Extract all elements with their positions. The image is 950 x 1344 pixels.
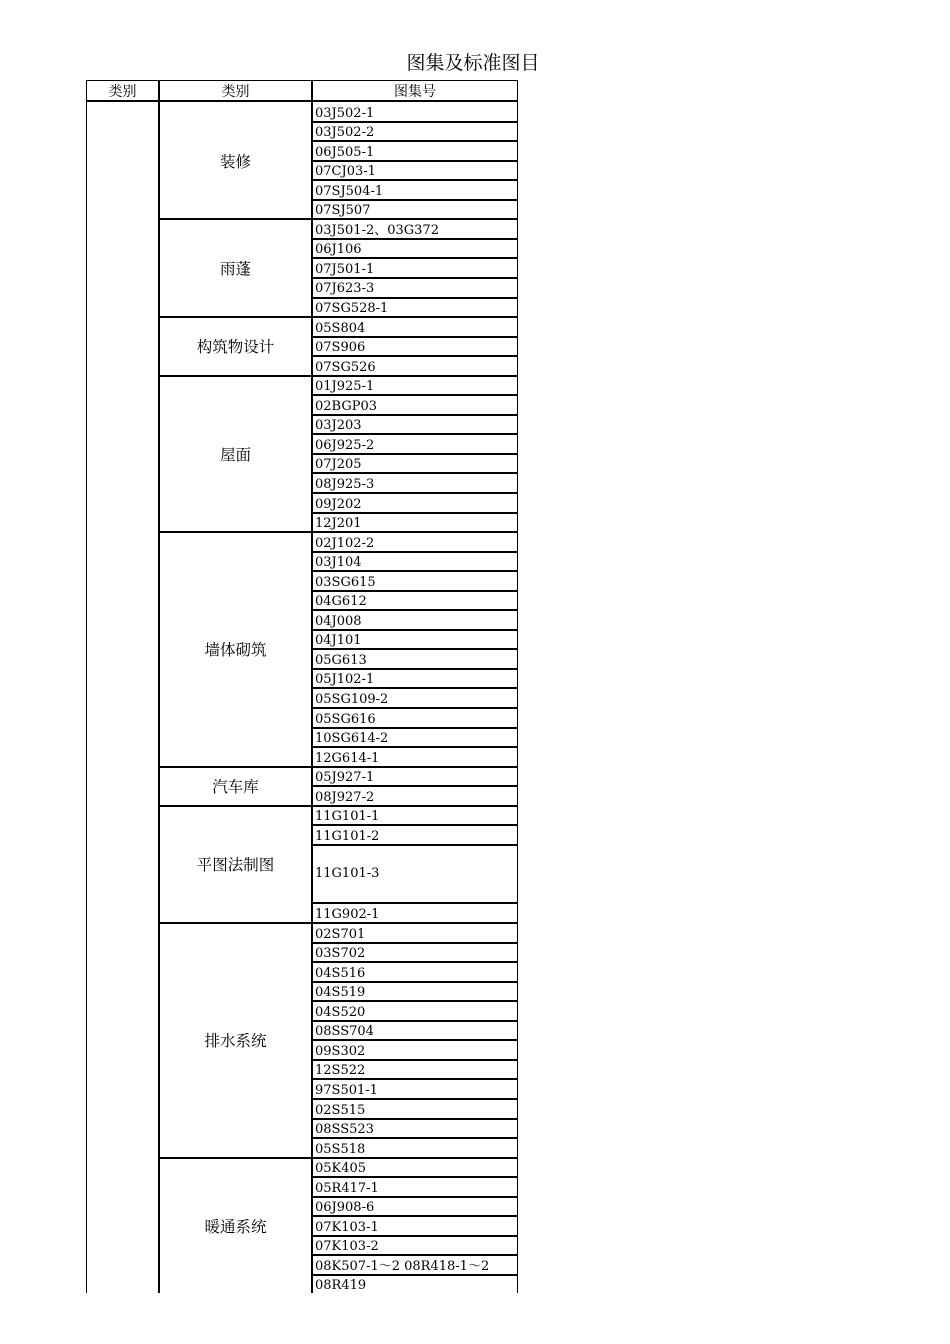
atlas-code-cell: 06J505-1 xyxy=(315,144,375,160)
atlas-code-cell: 08R419 xyxy=(315,1278,367,1294)
category-cell: 装修 xyxy=(219,152,251,171)
atlas-code-cell: 07J623-3 xyxy=(315,281,375,297)
atlas-code-cell: 11G101-3 xyxy=(315,865,380,881)
atlas-code-cell: 12S522 xyxy=(315,1063,366,1079)
atlas-code-cell: 04G612 xyxy=(315,594,367,610)
atlas-code-cell: 05J927-1 xyxy=(315,770,375,786)
atlas-code-cell: 05S518 xyxy=(315,1141,366,1157)
atlas-code-cell: 04S520 xyxy=(315,1004,366,1020)
header-code-col: 图集号 xyxy=(394,84,436,100)
atlas-code-cell: 07J205 xyxy=(315,457,362,473)
atlas-code-cell: 05SG109-2 xyxy=(315,692,389,708)
header-category-col1: 类别 xyxy=(108,84,137,100)
atlas-code-cell: 07CJ03-1 xyxy=(315,164,376,180)
atlas-code-cell: 11G902-1 xyxy=(315,907,380,923)
atlas-code-cell: 08J925-3 xyxy=(315,476,375,492)
atlas-code-cell: 04S516 xyxy=(315,965,366,981)
category-cell: 构筑物设计 xyxy=(196,338,275,357)
atlas-code-cell: 10SG614-2 xyxy=(315,731,389,747)
atlas-code-cell: 06J908-6 xyxy=(315,1200,375,1216)
category-cell: 雨蓬 xyxy=(219,260,251,279)
atlas-code-cell: 04S519 xyxy=(315,985,366,1001)
atlas-code-cell: 02BGP03 xyxy=(315,398,378,414)
atlas-code-cell: 04J008 xyxy=(315,613,362,629)
atlas-code-cell: 07SG528-1 xyxy=(315,301,389,317)
category-cell: 墙体砌筑 xyxy=(204,641,267,660)
atlas-code-cell: 07SJ507 xyxy=(315,203,371,219)
atlas-code-cell: 01J925-1 xyxy=(315,379,375,395)
atlas-code-cell: 03J501-2、03G372 xyxy=(315,222,439,238)
atlas-code-cell: 03J104 xyxy=(315,555,362,571)
category-cell: 汽车库 xyxy=(212,778,259,797)
category-cell: 排水系统 xyxy=(204,1032,267,1051)
atlas-code-cell: 03SG615 xyxy=(315,574,376,590)
category-cell: 暖通系统 xyxy=(204,1218,267,1237)
atlas-code-cell: 12J201 xyxy=(315,516,362,532)
atlas-code-cell: 07K103-2 xyxy=(315,1239,379,1255)
header-category-col2: 类别 xyxy=(221,84,250,100)
atlas-code-cell: 05S804 xyxy=(315,320,366,336)
atlas-code-cell: 07SG526 xyxy=(315,359,376,375)
atlas-code-cell: 05K405 xyxy=(315,1161,367,1177)
atlas-code-cell: 05J102-1 xyxy=(315,672,375,688)
atlas-code-cell: 09J202 xyxy=(315,496,362,512)
atlas-code-cell: 03J203 xyxy=(315,418,362,434)
atlas-code-cell: 07S906 xyxy=(315,340,366,356)
atlas-code-cell: 08SS704 xyxy=(315,1024,374,1040)
category-cell: 平图法制图 xyxy=(196,856,275,875)
atlas-code-cell: 09S302 xyxy=(315,1043,366,1059)
atlas-code-cell: 05R417-1 xyxy=(315,1180,379,1196)
atlas-code-cell: 08SS523 xyxy=(315,1122,374,1138)
atlas-code-cell: 02S701 xyxy=(315,926,366,942)
atlas-code-cell: 03J502-2 xyxy=(315,125,375,141)
table-left-border xyxy=(86,80,87,1293)
atlas-code-cell: 07SJ504-1 xyxy=(315,183,384,199)
atlas-code-cell: 11G101-2 xyxy=(315,828,380,844)
atlas-code-cell: 05SG616 xyxy=(315,711,376,727)
atlas-code-cell: 03J502-1 xyxy=(315,105,375,121)
atlas-code-cell: 06J925-2 xyxy=(315,437,375,453)
atlas-code-cell: 11G101-1 xyxy=(315,809,380,825)
atlas-code-cell: 12G614-1 xyxy=(315,750,380,766)
atlas-code-cell: 05G613 xyxy=(315,652,367,668)
atlas-code-cell: 07J501-1 xyxy=(315,261,375,277)
atlas-code-cell: 04J101 xyxy=(315,633,362,649)
atlas-code-cell: 08J927-2 xyxy=(315,789,375,805)
atlas-code-cell: 97S501-1 xyxy=(315,1082,378,1098)
header-top-border xyxy=(86,80,518,81)
atlas-code-cell: 03S702 xyxy=(315,946,366,962)
document-title: 图集及标准图目 xyxy=(406,52,540,74)
atlas-code-cell: 07K103-1 xyxy=(315,1219,379,1235)
atlas-code-cell: 06J106 xyxy=(315,242,362,258)
atlas-code-cell: 08K507-1～2 08R418-1～2 xyxy=(315,1258,490,1274)
atlas-code-cell: 02J102-2 xyxy=(315,535,375,551)
category-cell: 屋面 xyxy=(219,445,251,464)
atlas-code-cell: 02S515 xyxy=(315,1102,366,1118)
